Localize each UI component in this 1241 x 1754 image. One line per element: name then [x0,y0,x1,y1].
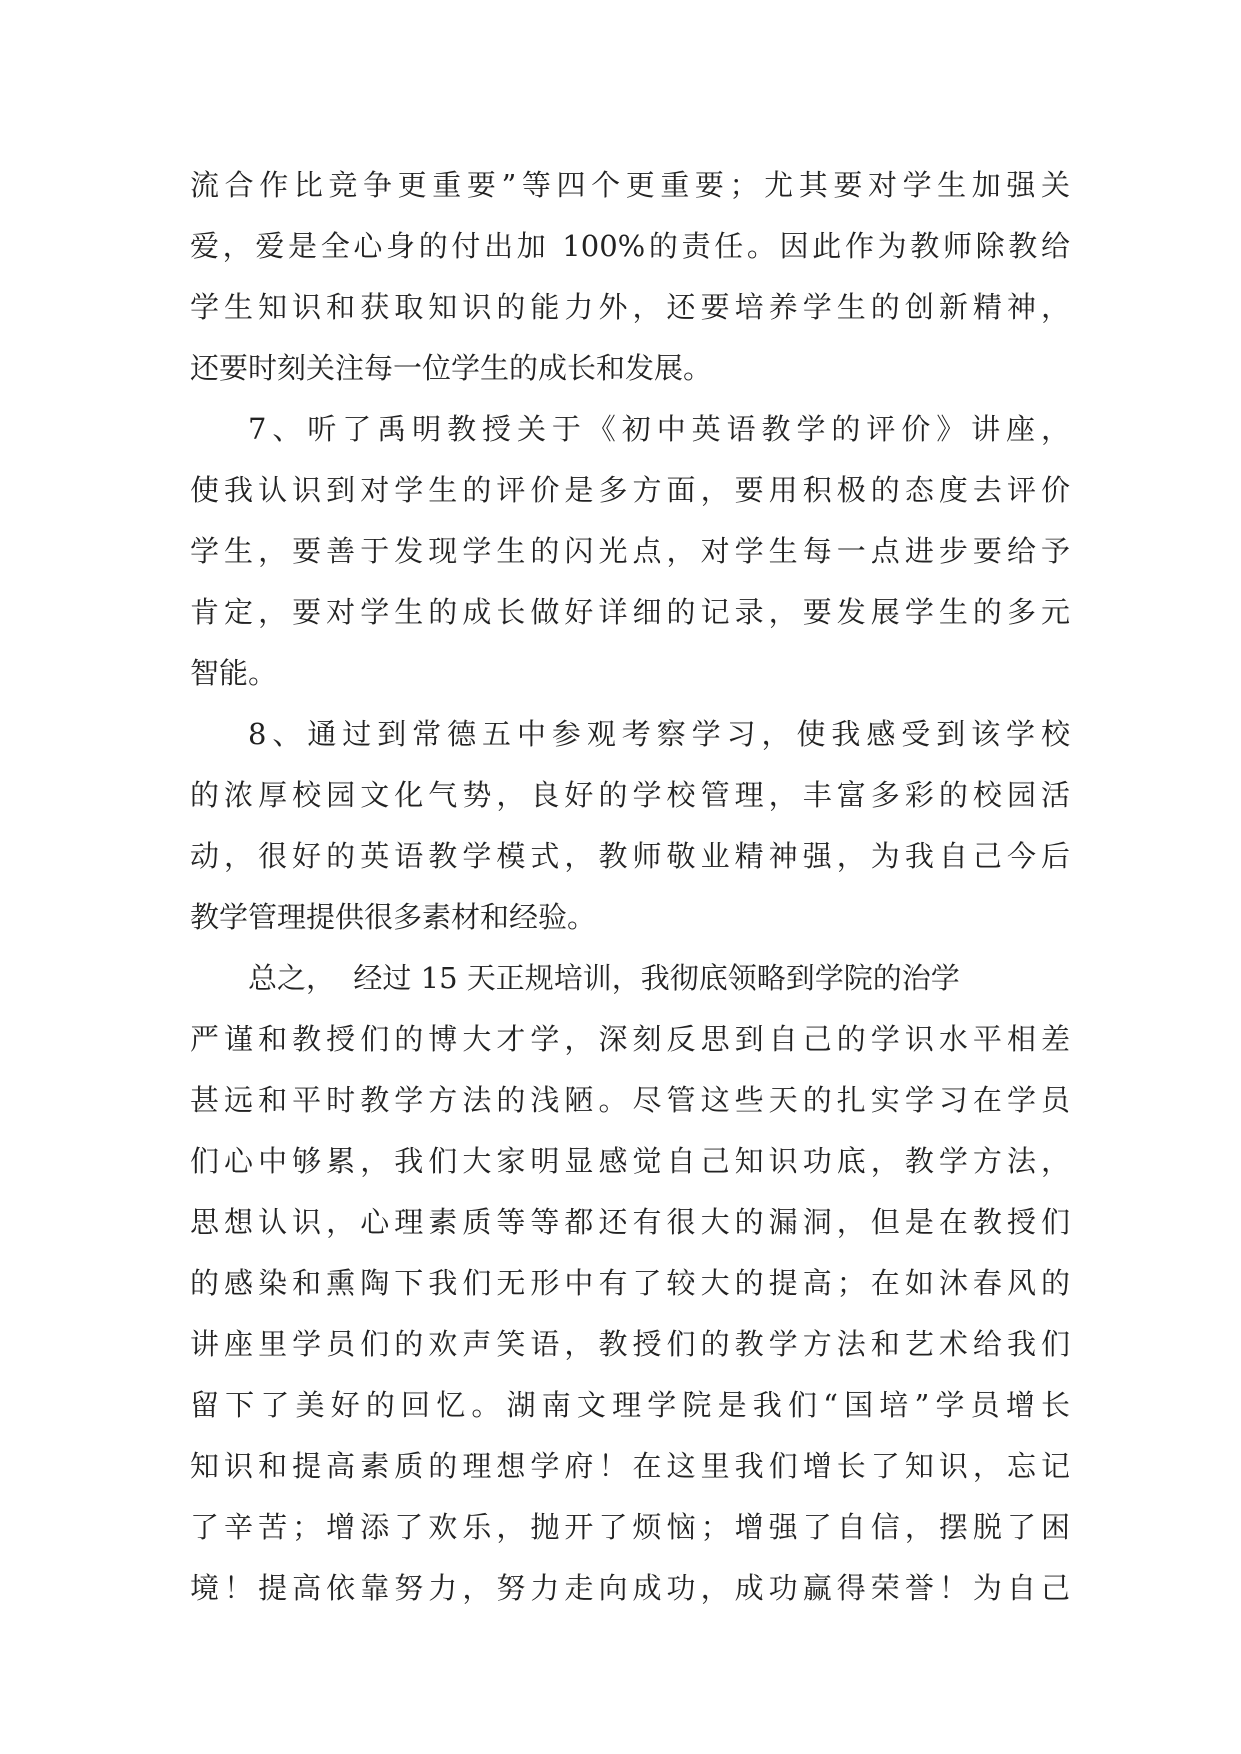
text-line: 学生知识和获取知识的能力外，还要培养学生的创新精神， [190,290,1070,324]
text-line: 甚远和平时教学方法的浅陋。尽管这些天的扎实学习在学员 [190,1083,1070,1117]
document-body [190,155,1070,1619]
paragraph-first-line: 总之， 经过 15 天正规培训，我彻底领略到学院的治学 [248,961,960,995]
text-line: 使我认识到对学生的评价是多方面，要用积极的态度去评价 [190,473,1070,507]
text-line: 境！提高依靠努力，努力走向成功，成功赢得荣誉！为自己 [190,1571,1070,1605]
text-line: 讲座里学员们的欢声笑语，教授们的教学方法和艺术给我们 [190,1327,1070,1361]
text-line: 留下了美好的回忆。湖南文理学院是我们“国培”学员增长 [190,1388,1070,1422]
text-line: 爱，爱是全心身的付出加 100%的责任。因此作为教师除教给 [190,229,1070,263]
paragraph-first-line: 8、通过到常德五中参观考察学习，使我感受到该学校 [248,717,1070,751]
text-line: 们心中够累，我们大家明显感觉自己知识功底，教学方法， [190,1144,1070,1178]
text-line: 思想认识，心理素质等等都还有很大的漏洞，但是在教授们 [190,1205,1070,1239]
text-line: 智能。 [190,656,278,690]
text-line: 知识和提高素质的理想学府！在这里我们增长了知识，忘记 [190,1449,1070,1483]
text-line: 学生，要善于发现学生的闪光点，对学生每一点进步要给予 [190,534,1070,568]
text-line: 了辛苦；增添了欢乐，抛开了烦恼；增强了自信，摆脱了困 [190,1510,1070,1544]
text-line: 还要时刻关注每一位学生的成长和发展。 [190,351,713,385]
text-line: 流合作比竞争更重要”等四个更重要；尤其要对学生加强关 [190,168,1070,202]
text-line: 的浓厚校园文化气势，良好的学校管理，丰富多彩的校园活 [190,778,1070,812]
text-line: 肯定，要对学生的成长做好详细的记录，要发展学生的多元 [190,595,1070,629]
text-line: 教学管理提供很多素材和经验。 [190,900,597,934]
text-line: 的感染和熏陶下我们无形中有了较大的提高；在如沐春风的 [190,1266,1070,1300]
paragraph-first-line: 7、听了禹明教授关于《初中英语教学的评价》讲座， [248,412,1070,446]
text-line: 严谨和教授们的博大才学，深刻反思到自己的学识水平相差 [190,1022,1070,1056]
text-line: 动，很好的英语教学模式，教师敬业精神强，为我自己今后 [190,839,1070,873]
